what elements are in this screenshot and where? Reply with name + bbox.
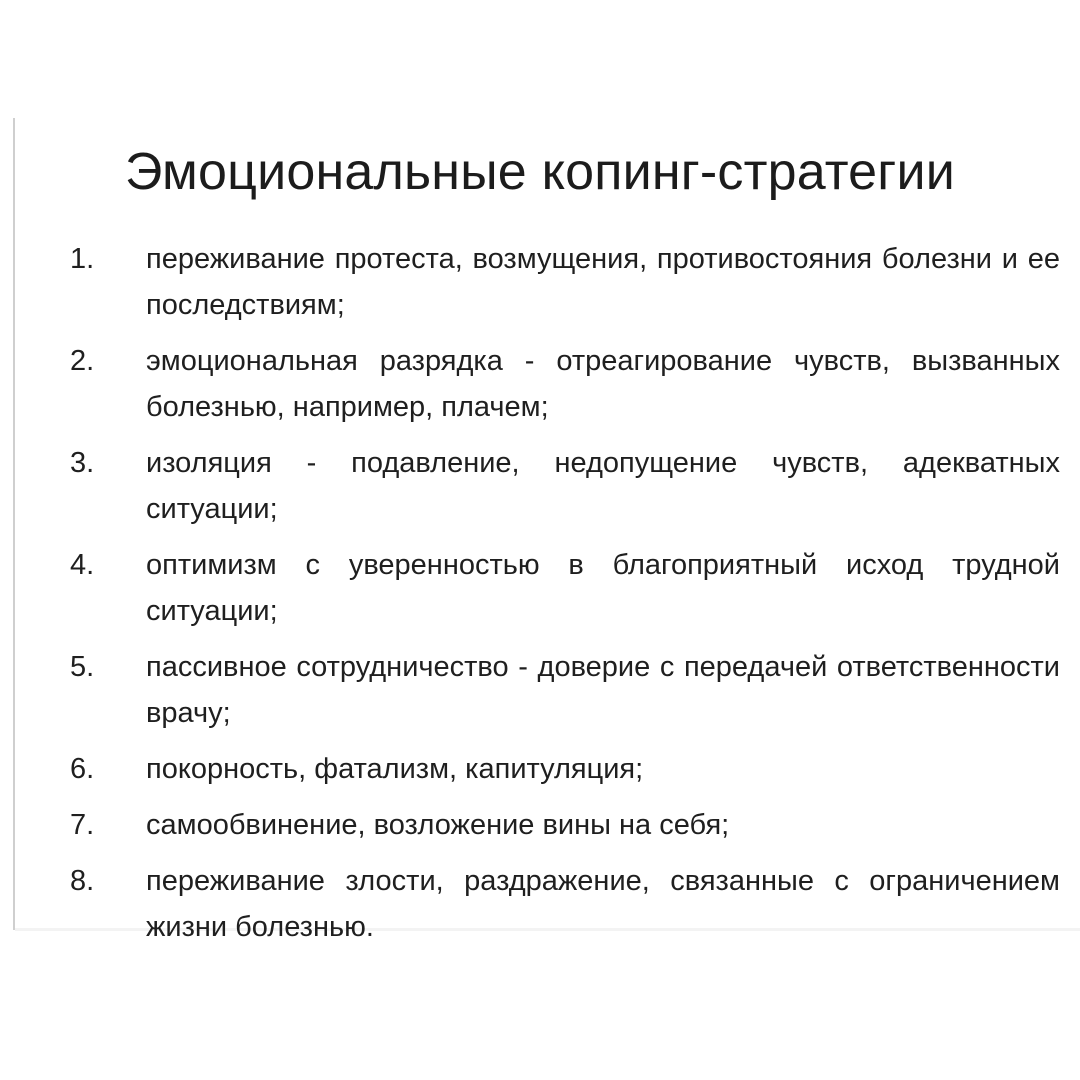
list-item xyxy=(70,644,1060,736)
list-item-number: 8. xyxy=(70,865,95,897)
slide-title: Эмоциональные копинг-стратегии xyxy=(125,143,955,201)
list-item xyxy=(70,440,1060,532)
list-item-number: 6. xyxy=(70,753,95,785)
list-item xyxy=(70,338,1060,430)
list-item-text: эмоциональная разрядка - отреагирование чувств, вызванных болезнью, например, плачем; xyxy=(146,345,1060,423)
list-item-text: оптимизм с уверенностью в благоприятный исход трудной ситуации; xyxy=(146,549,1060,627)
list-item xyxy=(70,802,1060,848)
list-item xyxy=(70,542,1060,634)
list-item-number: 2. xyxy=(70,345,95,377)
slide-left-edge xyxy=(13,118,15,930)
list-item-text: изоляция - подавление, недопущение чувств, адекватных ситуации; xyxy=(146,447,1060,525)
list-item-text: пассивное сотрудничество - доверие с передачей ответственности врачу; xyxy=(146,651,1060,729)
list-item-text: переживание злости, раздражение, связанные с ограничением жизни болезнью. xyxy=(146,865,1060,943)
coping-strategies-list xyxy=(70,236,1060,960)
list-item-number: 7. xyxy=(70,809,95,841)
list-item-text: переживание протеста, возмущения, противостояния болезни и ее последствиям; xyxy=(146,243,1060,321)
list-item xyxy=(70,236,1060,328)
list-item-number: 4. xyxy=(70,549,95,581)
list-item-number: 5. xyxy=(70,651,95,683)
list-item-number: 3. xyxy=(70,447,95,479)
list-item-number: 1. xyxy=(70,243,95,275)
list-item-text: покорность, фатализм, капитуляция; xyxy=(146,753,644,785)
list-item-text: самообвинение, возложение вины на себя; xyxy=(146,809,730,841)
list-item xyxy=(70,858,1060,950)
list-item xyxy=(70,746,1060,792)
